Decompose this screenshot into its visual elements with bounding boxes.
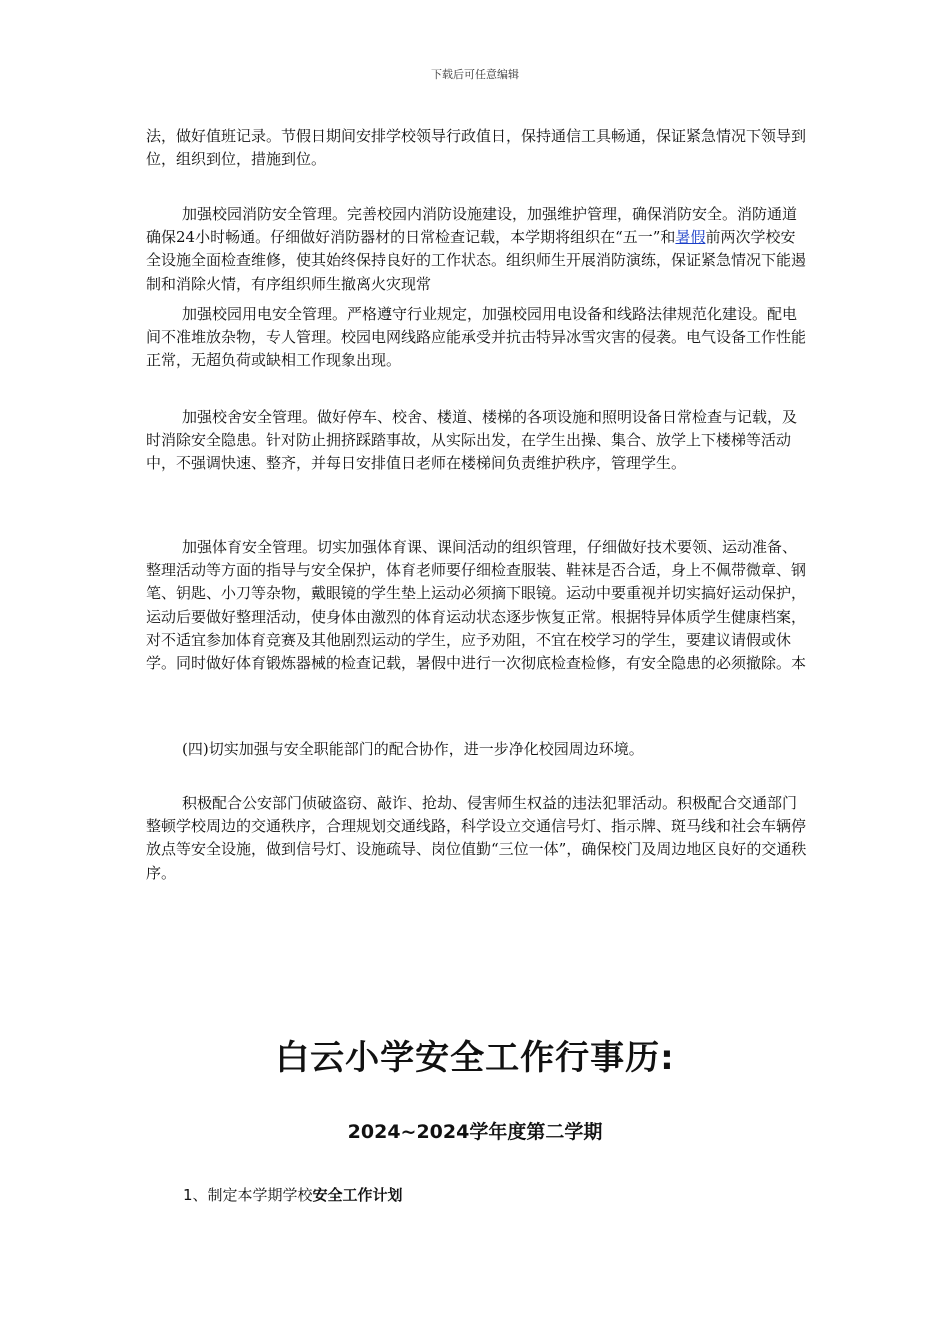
document-title: 白云小学安全工作行事历: xyxy=(275,1038,675,1078)
paragraph-text: 加强校园用电安全管理。严格遵守行业规定，加强校园用电设备和线路法律规范化建设。配电间不准堆放杂物，专人管理。校园电网线路应能承受并抗击特异冰雪灾害的侵袭。电气设备工作性能正常，无超负荷或缺相工作现象出现。 xyxy=(146,305,807,370)
list-item-prefix: 1、制定本学期学校 xyxy=(183,1186,313,1204)
document-subtitle: 2024~2024学年度第二学期 xyxy=(347,1121,603,1143)
paragraph-building-safety xyxy=(146,406,810,476)
paragraph-text: 积极配合公安部门侦破盗窃、敲诈、抢劫、侵害师生权益的违法犯罪活动。积极配合交通部门整顿学校周边的交通秩序，合理规划交通线路，科学设立交通信号灯、指示牌、斑马线和社会车辆停放点等安全设施，做到信号灯、设施疏导、岗位值勤“三位一体”，确保校门及周边地区良好的交通秩序。 xyxy=(146,794,807,882)
paragraph-fire-safety xyxy=(146,203,810,296)
page-header: 下载后可任意编辑 xyxy=(431,68,519,81)
paragraph-duty xyxy=(146,125,810,171)
paragraph-text: 加强体育安全管理。切实加强体育课、课间活动的组织管理，仔细做好技术要领、运动准备、整理活动等方面的指导与安全保护，体育老师要仔细检查服装、鞋袜是否合适，身上不佩带微章、钢笔、钥匙、小刀等杂物，戴眼镜的学生垫上运动必须摘下眼镜。运动中要重视并切实搞好运动保护，运动后要做好整理活动，使身体由激烈的体育运动状态逐步恢复正常。根据特异体质学生健康档案，对不适宜参加体育竞赛及其他剧烈运动的学生，应予劝阻，不宜在校学习的学生，要建议请假或休学。同时做好体育锻炼器械的检查记载，暑假中进行一次彻底检查检修，有安全隐患的必须撤除。本 xyxy=(146,538,807,673)
paragraph-text-part: 加强校园消防安全管理。完善校园内消防设施建设，加强维护管理，确保消防安全。消防通道确保24小时畅通。仔细做好消防器材的日常检查记载，本学期将组织在“五一”和 xyxy=(146,205,798,247)
summer-vacation-link[interactable]: 暑假 xyxy=(675,228,706,247)
paragraph-section-four xyxy=(146,738,810,761)
paragraph-traffic-safety xyxy=(146,792,810,885)
list-item-bold: 安全工作计划 xyxy=(312,1186,403,1204)
paragraph-text: 加强校舍安全管理。做好停车、校舍、楼道、楼梯的各项设施和照明设备日常检查与记载，及时消除安全隐患。针对防止拥挤踩踏事故，从实际出发，在学生出操、集合、放学上下楼梯等活动中，不强调快速、整齐，并每日安排值日老师在楼梯间负责维护秩序，管理学生。 xyxy=(146,408,798,473)
paragraph-text: (四)切实加强与安全职能部门的配合协作，进一步净化校园周边环境。 xyxy=(182,740,644,758)
paragraph-text xyxy=(146,203,810,296)
paragraph-sports-safety xyxy=(146,536,810,675)
list-item xyxy=(183,1184,403,1205)
paragraph-electric-safety xyxy=(146,303,810,373)
paragraph-text-part: 前两次学校安全设施全面检查维修，使其始终保持良好的工作状态。组织师生开展消防演练，保证紧急情况下能遏制和消除火情，有序组织师生撤离火灾现常 xyxy=(146,228,807,293)
paragraph-text: 法，做好值班记录。节假日期间安排学校领导行政值日，保持通信工具畅通，保证紧急情况下领导到位，组织到位，措施到位。 xyxy=(146,127,807,169)
